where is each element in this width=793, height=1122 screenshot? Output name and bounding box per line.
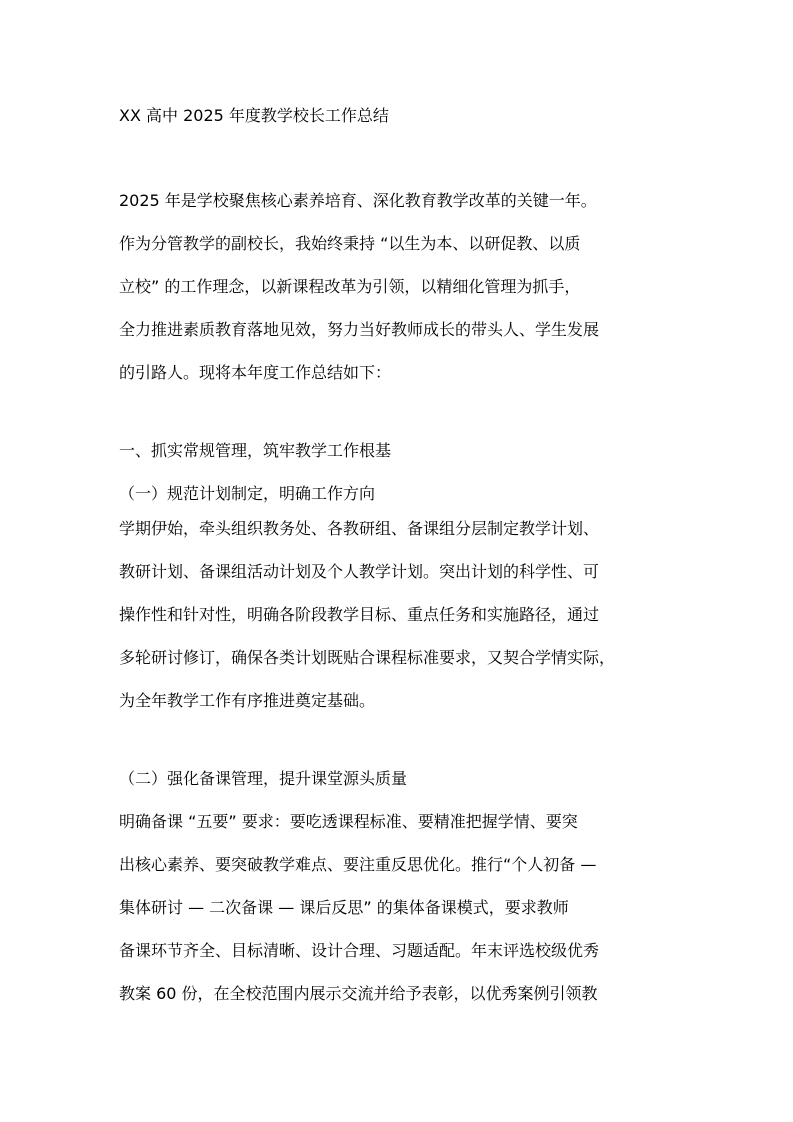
subsection-2-heading: （二）强化备课管理，提升课堂源头质量 [119, 769, 408, 788]
paragraph-line: 学期伊始，牵头组织教务处、各教研组、备课组分层制定教学计划、 [119, 519, 600, 538]
intro-line: 2025 年是学校聚焦核心素养培育、深化教育教学改革的关键一年。 [119, 191, 597, 210]
paragraph-line: 教研计划、备课组活动计划及个人教学计划。突出计划的科学性、可 [119, 562, 600, 581]
intro-line: 全力推进素质教育落地见效，努力当好教师成长的带头人、学生发展 [119, 320, 600, 339]
intro-line: 作为分管教学的副校长，我始终秉持 “以生为本、以研促教、以质 [119, 234, 581, 253]
paragraph-line: 操作性和针对性，明确各阶段教学目标、重点任务和实施路径，通过 [119, 605, 600, 624]
intro-line: 的引路人。现将本年度工作总结如下： [119, 363, 392, 382]
subsection-1-heading: （一）规范计划制定，明确工作方向 [119, 484, 376, 503]
document-title: XX 高中 2025 年度教学校长工作总结 [119, 106, 389, 125]
paragraph-line: 多轮研讨修订，确保各类计划既贴合课程标准要求，又契合学情实际， [119, 648, 616, 667]
paragraph-line: 明确备课 “五要” 要求：要吃透课程标准、要精准把握学情、要突 [119, 812, 578, 831]
intro-line: 立校” 的工作理念，以新课程改革为引领，以精细化管理为抓手， [119, 277, 581, 296]
paragraph-line: 备课环节齐全、目标清晰、设计合理、习题适配。年末评选校级优秀 [119, 941, 600, 960]
paragraph-line: 出核心素养、要突破教学难点、要注重反思优化。推行“个人初备 — [119, 855, 597, 874]
paragraph-line: 教案 60 份，在全校范围内展示交流并给予表彰，以优秀案例引领教 [119, 984, 598, 1003]
paragraph-line: 集体研讨 — 二次备课 — 课后反思” 的集体备课模式，要求教师 [119, 898, 569, 917]
section-1-heading: 一、抓实常规管理，筑牢教学工作根基 [119, 441, 392, 460]
paragraph-line: 为全年教学工作有序推进奠定基础。 [119, 691, 376, 710]
